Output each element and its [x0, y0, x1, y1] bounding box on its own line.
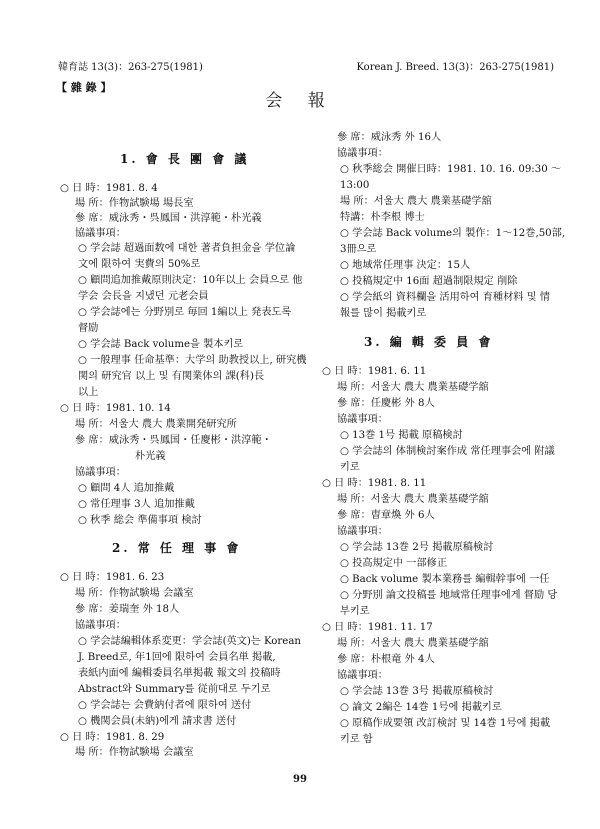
list-item: ○ 学会誌 超過面数에 대한 著者負担金을 学位論	[78, 243, 296, 254]
meeting-date: ○ 日 時：1981. 8. 11	[322, 478, 427, 489]
items-label: 協議事項：	[75, 467, 126, 478]
list-item: 特講：朴李根 博士	[340, 212, 425, 223]
items-label: 協議事項：	[75, 620, 126, 631]
list-item: ○ 顧問追加推戴原則決定：10年以上 会員으로 他	[78, 275, 303, 286]
list-item: ○ 学会誌 13巻 2号 掲載原稿検討	[340, 542, 494, 553]
list-item: ○ Back volume 製本業務를 編輯幹事에 一任	[340, 574, 550, 585]
list-item: ○ 論文 2編은 14巻 1号에 掲載키로	[340, 702, 502, 713]
list-item: ○ 学会誌 Back volume을 製本키로	[78, 339, 244, 350]
section-heading-1: 1. 會 長 團 會 議	[120, 152, 250, 166]
list-item: 키로 함	[340, 734, 373, 745]
meeting-place: 場 所：作物試験場 会議室	[75, 747, 194, 758]
list-item: 13:00	[340, 180, 370, 191]
list-item: ○ 秋季 総会 準備事項 検討	[78, 515, 202, 526]
list-item: ○ 秋季総会 開催日時：1981. 10. 16. 09:30 ～	[340, 164, 562, 175]
list-item: 以上	[78, 387, 99, 398]
meeting-attendees-cont: 朴光義	[135, 451, 166, 462]
items-label: 協議事項：	[75, 228, 126, 239]
list-item: 文에 限하여 実費의 50%로	[78, 259, 201, 270]
list-item: ○ 投高規定中 一部修正	[340, 558, 448, 569]
items-label: 協議事項：	[337, 670, 388, 681]
meeting-date: ○ 日 時：1981. 6. 23	[60, 572, 165, 583]
meeting-place: 場 所：作物試験場 会議室	[75, 588, 194, 599]
section-category: 【 雜 錄 】	[56, 81, 112, 94]
list-item: ○ 学会誌 13巻 3号 掲載原稿検討	[340, 686, 494, 697]
meeting-date: ○ 日 時：1981. 10. 14	[60, 403, 171, 414]
page-title: 会 報	[265, 91, 335, 111]
list-item: 関의 研究官 以上 및 有関業体의 課(科)長	[78, 371, 265, 382]
list-item: ○ 学会誌는 会費納付者에 限하여 送付	[78, 700, 252, 711]
meeting-date: ○ 日 時：1981. 11. 17	[322, 622, 433, 633]
list-item: ○ 学会誌에는 分野別로 毎回 1編以上 発表도록	[78, 307, 292, 318]
meeting-attendees: 參 席：曺章煥 外 6人	[337, 510, 435, 521]
list-item: 場 所：서울大 農大 農業基礎学舘	[340, 196, 492, 207]
meeting-place: 場 所：서울大 農大 農業基礎学舘	[337, 382, 489, 393]
list-item: 키로	[340, 462, 360, 473]
list-item: 報를 많이 掲載키로	[340, 308, 427, 319]
meeting-place: 場 所：서울大 農大 農業基礎学舘	[337, 494, 489, 505]
list-item: 表紙内面에 編輯委員名単掲載 報文의 投稿時	[78, 668, 281, 679]
list-item: 3冊으로	[340, 244, 377, 255]
meeting-attendees: 參 席：姜瑞奎 外 18人	[75, 604, 180, 615]
meeting-place: 場 所：서울大 農大 農業開発研究所	[75, 419, 237, 430]
list-item: 督励	[78, 323, 99, 334]
list-item: ○ 13巻 1号 掲載 原稿検討	[340, 430, 463, 441]
list-item: ○ 学会誌編輯体系変更：学会誌(英文)는 Korean	[78, 636, 301, 647]
list-item: ○ 機関会員(未納)에게 請求書 送付	[78, 716, 237, 727]
list-item: 부키로	[340, 606, 370, 617]
list-item: 学会 会長을 지냈던 元老会員	[78, 291, 209, 302]
list-item: ○ 原稿作成要領 改訂検討 및 14巻 1号에 掲載	[340, 718, 551, 729]
items-label: 協議事項：	[337, 148, 388, 159]
list-item: ○ 常任理事 3人 追加推戴	[78, 499, 195, 510]
meeting-attendees: 參 席：威泳秀 外 16人	[337, 132, 442, 143]
meeting-attendees: 參 席：任慶彬 外 8人	[337, 398, 435, 409]
meeting-place: 場 所：作物試験場 場長室	[75, 198, 194, 209]
meeting-attendees: 參 席：威泳秀・呉鳳国・任慶彬・洪淳範・	[75, 435, 272, 446]
list-item: ○ 投稿規定中 16面 超過制限規定 削除	[340, 276, 518, 287]
meeting-attendees: 參 席：威泳秀・呉鳳国・洪淳範・朴光義	[75, 213, 262, 224]
list-item: ○ 学会誌 Back volume의 製作：1～12巻,50部,	[340, 228, 566, 239]
running-header-left: 韓育誌 13(3)：263-275(1981)	[58, 62, 203, 73]
list-item: Abstract와 Summary를 従前대로 두기로	[78, 684, 271, 695]
meeting-date: ○ 日 時：1981. 8. 29	[60, 732, 165, 743]
list-item: ○ 学会誌의 体制検討案作成 常任理事会에 附議	[340, 446, 555, 457]
section-heading-3: 3. 編 輯 委 員 會	[364, 335, 494, 349]
list-item: J. Breed로, 年1回에 限하여 会員名単 掲載,	[78, 652, 276, 663]
meeting-attendees: 參 席：朴根竜 外 4人	[337, 654, 435, 665]
list-item: ○ 分野別 論文投稿를 地域常任理事에게 督励 당	[340, 590, 558, 601]
list-item: ○ 地域常任理事 決定：15人	[340, 260, 471, 271]
list-item: ○ 一般理事 任命基準：大学의 助教授以上, 研究機	[78, 355, 307, 366]
running-header-right: Korean J. Breed. 13(3)：263-275(1981)	[356, 62, 554, 73]
meeting-place: 場 所：서울大 農大 農業基礎学舘	[337, 638, 489, 649]
items-label: 協議事項：	[337, 414, 388, 425]
page-number: 99	[293, 774, 307, 785]
list-item: ○ 顧問 4人 追加推戴	[78, 483, 175, 494]
meeting-date: ○ 日 時：1981. 8. 4	[60, 183, 158, 194]
list-item: ○ 学会紙의 資料欄을 活用하여 育種材料 및 情	[340, 292, 550, 303]
items-label: 協議事項：	[337, 526, 388, 537]
section-heading-2: 2. 常 任 理 事 會	[112, 541, 242, 555]
meeting-date: ○ 日 時：1981. 6. 11	[322, 366, 427, 377]
